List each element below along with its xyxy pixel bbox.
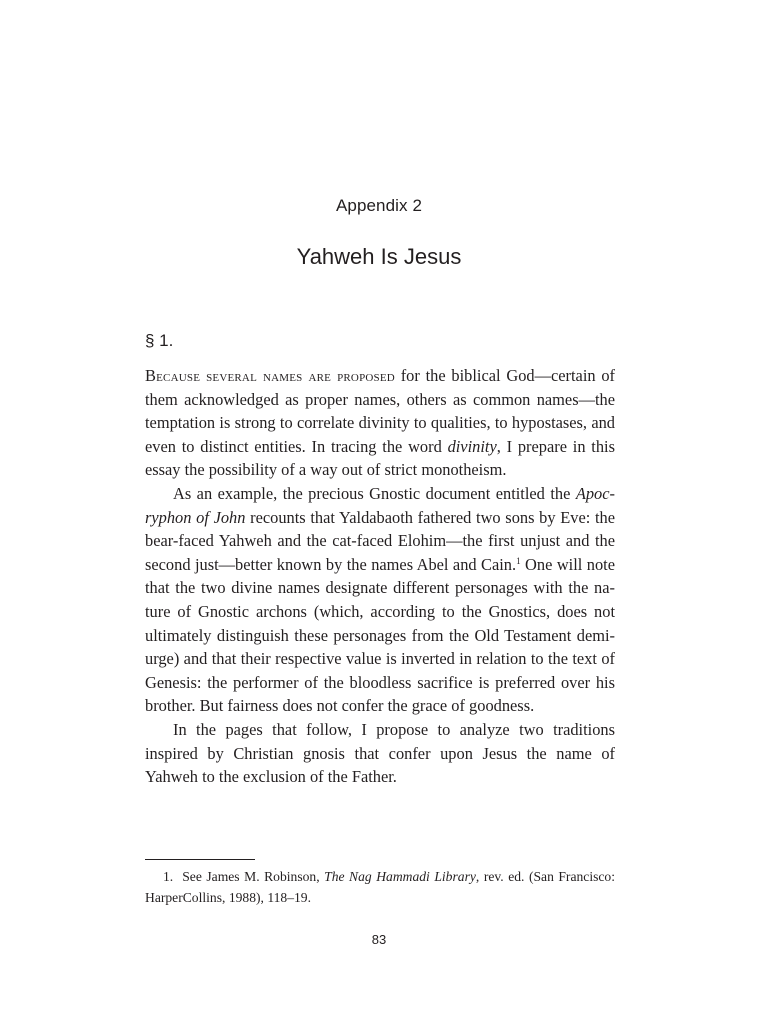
footnote-work-title: The Nag Hammadi Library bbox=[324, 869, 476, 884]
paragraph-2-text-end: One will note that the two divine names designate different personages with the nature of Gnostic archons (which, according to the Gnostics, does not ultimately distinguish these personages from the Old Testament demiurge) and that their respective value is inverted in relation to the text of Genesis: the performer of the bloodless sacrifice is preferred over his brother. But fairness does not confer the grace of goodness. bbox=[145, 554, 615, 716]
body-text bbox=[145, 364, 615, 789]
footnote-divider bbox=[145, 859, 255, 860]
paragraph-1-emphasis: divinity bbox=[447, 436, 497, 456]
footnote-text-end: , rev. ed. (San Francisco: HarperCollins, 1988), 118–19. bbox=[145, 869, 615, 905]
paragraph-1-text-end: , I prepare in this essay the possibility of a way out of strict monotheism. bbox=[145, 436, 615, 480]
section-heading: § 1. bbox=[145, 331, 174, 350]
appendix-label: Appendix 2 bbox=[335, 196, 423, 215]
paragraph-2-work-title: Apocryphon of John bbox=[145, 483, 615, 527]
footnote bbox=[145, 866, 615, 908]
footnote-number: 1. bbox=[163, 869, 174, 884]
page-number: 83 bbox=[371, 932, 387, 947]
paragraph-1-lead-in: Because several names are proposed bbox=[145, 366, 395, 385]
paragraph-1-text: for the biblical God—certain of them acknowledged as proper names, others as common names—the temptation is strong to correlate divinity to qualities, to hypostases, and even to distinct entities. In tracing the word bbox=[145, 366, 616, 456]
chapter-title: Yahweh Is Jesus bbox=[296, 244, 462, 269]
footnote-reference[interactable]: 1 bbox=[516, 555, 521, 566]
paragraph-2 bbox=[145, 482, 615, 718]
paragraph-3: In the pages that follow, I propose to analyze two traditions inspired by Christian gnosis that confer upon Jesus the name of Yahweh to the exclusion of the Father. bbox=[145, 719, 615, 787]
paragraph-2-text: As an example, the precious Gnostic document entitled the bbox=[173, 483, 576, 503]
paragraph-2-text-mid: recounts that Yaldabaoth fathered two sons by Eve: the bear-faced Yahweh and the cat-faced Elohim—the first unjust and the second just—better known by the names Abel and Cain. bbox=[145, 507, 616, 574]
footnote-text: See James M. Robinson, bbox=[182, 869, 325, 884]
paragraph-1 bbox=[145, 364, 615, 482]
